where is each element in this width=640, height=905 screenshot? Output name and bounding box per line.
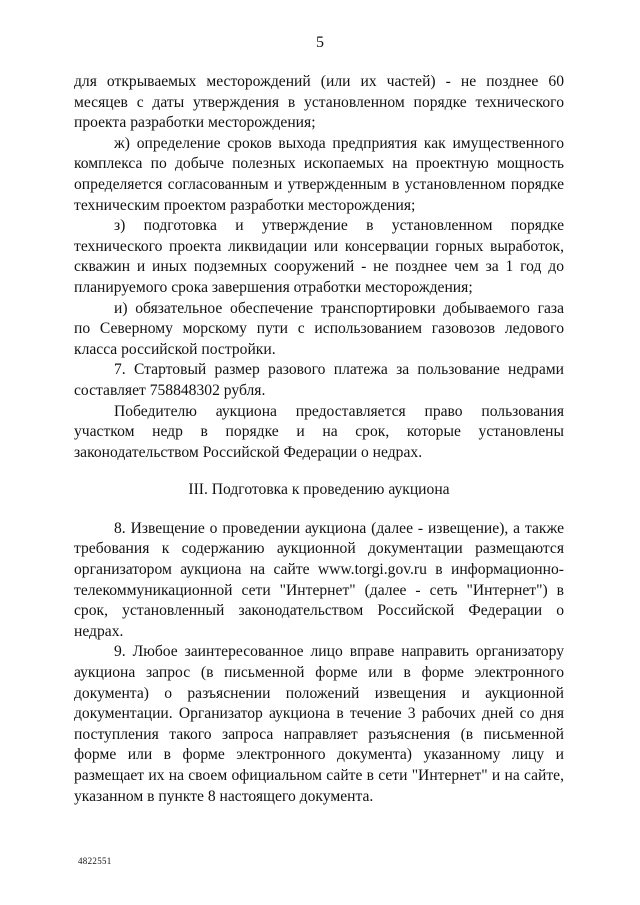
paragraph-clause-9: 9. Любое заинтересованное лицо вправе направить организатору аукциона запрос (в письменной форме или в форме электронного документа) о разъяснении положений извещения и аукционной документации. Организатор аукциона в течение 3 рабочих дней со дня поступления такого запроса направляет разъяснения (в письменной форме или в форме электронного документа) указанному лицу и размещает их на своем официальном сайте в сети "Интернет" и на сайте, указанном в пункте 8 настоящего документа.	[74, 643, 564, 805]
section-heading: III. Подготовка к проведению аукциона	[188, 481, 450, 499]
document-code: 4822551	[78, 856, 112, 866]
paragraph-winner-rights: Победителю аукциона предоставляется право пользования участком недр в порядке и на срок, которые установлены законодательством Российской Федерации о недрах.	[74, 402, 564, 461]
paragraph-item-i: и) обязательное обеспечение транспортировки добываемого газа по Северному морскому пути с использованием газовозов ледового класса российской постройки.	[74, 299, 564, 358]
paragraph-item-zh: ж) определение сроков выхода предприятия как имущественного комплекса по добыче полезных ископаемых на проектную мощность определяется согласованным и утвержденным в установленном порядке техническим проектом разработки месторождения;	[74, 134, 564, 214]
paragraph-clause-8: 8. Извещение о проведении аукциона (далее - извещение), а также требования к содержанию аукционной документации размещаются организатором аукциона на сайте www.torgi.gov.ru в информационно-телекоммуникационной сети "Интернет" (далее - сеть "Интернет") в срок, установленный законодательством Российской Федерации о недрах.	[74, 519, 564, 640]
document-body	[74, 72, 564, 807]
paragraph-continuation: для открываемых месторождений (или их частей) - не позднее 60 месяцев с даты утверждения в установленном порядке технического проекта разработки месторождения;	[74, 73, 564, 132]
paragraph-clause-7: 7. Стартовый размер разового платежа за пользование недрами составляет 758848302 рубля.	[74, 361, 564, 399]
paragraph-item-z: з) подготовка и утверждение в установленном порядке технического проекта ликвидации или консервации горных выработок, скважин и иных подземных сооружений - не позднее чем за 1 год до планируемого срока завершения отработки месторождения;	[74, 217, 564, 296]
page-number: 5	[316, 34, 324, 51]
